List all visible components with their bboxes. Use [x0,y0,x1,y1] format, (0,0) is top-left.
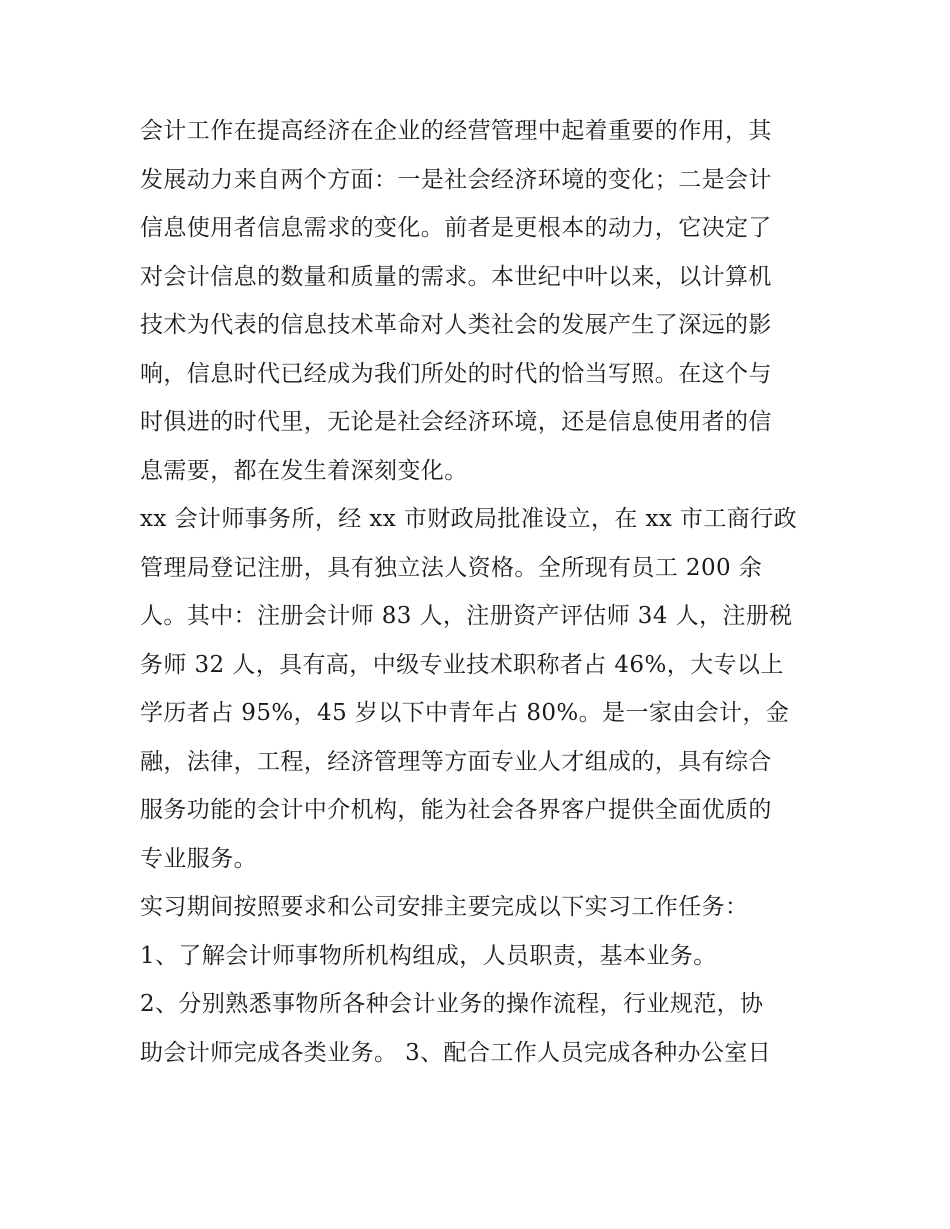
text-line: 息需要，都在发生着深刻变化。 [140,457,468,484]
paragraph-firm-introduction [140,495,815,883]
text-line: 时俱进的时代里，无论是社会经济环境，还是信息使用者的信 [140,409,772,435]
text-line: 专业服务。 [140,845,257,872]
text-line: 对会计信息的数量和质量的需求。本世纪中叶以来，以计算机 [140,263,772,290]
text-line: 发展动力来自两个方面：一是社会经济环境的变化；二是会计 [140,166,772,193]
text-line: 管理局登记注册，具有独立法人资格。全所现有员工 200 余 [140,554,763,581]
text-line: 技术为代表的信息技术革命对人类社会的发展产生了深远的影 [140,312,772,338]
text-line: 学历者占 95%，45 岁以下中青年占 80%。是一家由会计，金 [140,700,790,726]
paragraph-accounting-development [140,107,815,495]
text-line: 1、了解会计师事物所机构组成，人员职责，基本业务。 [140,942,717,969]
text-line: 响，信息时代已经成为我们所处的时代的恰当写照。在这个与 [140,360,772,387]
text-line: 信息使用者信息需求的变化。前者是更根本的动力，它决定了 [140,215,772,241]
list-item-task-1 [140,932,815,981]
paragraph-internship-tasks-intro [140,883,815,932]
text-line: 人。其中：注册会计师 83 人，注册资产评估师 34 人，注册税 [140,603,793,629]
document-body [140,107,815,1077]
text-line: 2、分别熟悉事物所各种会计业务的操作流程，行业规范，协 [140,991,764,1017]
text-line: 服务功能的会计中介机构，能为社会各界客户提供全面优质的 [140,797,772,823]
list-item-task-2 [140,980,815,1077]
text-line: 会计工作在提高经济在企业的经营管理中起着重要的作用，其 [140,118,772,144]
text-line: 融，法律，工程，经济管理等方面专业人才组成的，具有综合 [140,748,772,775]
text-line: 实习期间按照要求和公司安排主要完成以下实习工作任务： [140,894,749,920]
text-line: 助会计师完成各类业务。 3、配合工作人员完成各种办公室日 [140,1039,772,1066]
text-line: xx 会计师事务所，经 xx 市财政局批准设立，在 xx 市工商行政 [140,506,797,532]
text-line: 务师 32 人，具有高，中级专业技术职称者占 46%，大专以上 [140,651,784,678]
